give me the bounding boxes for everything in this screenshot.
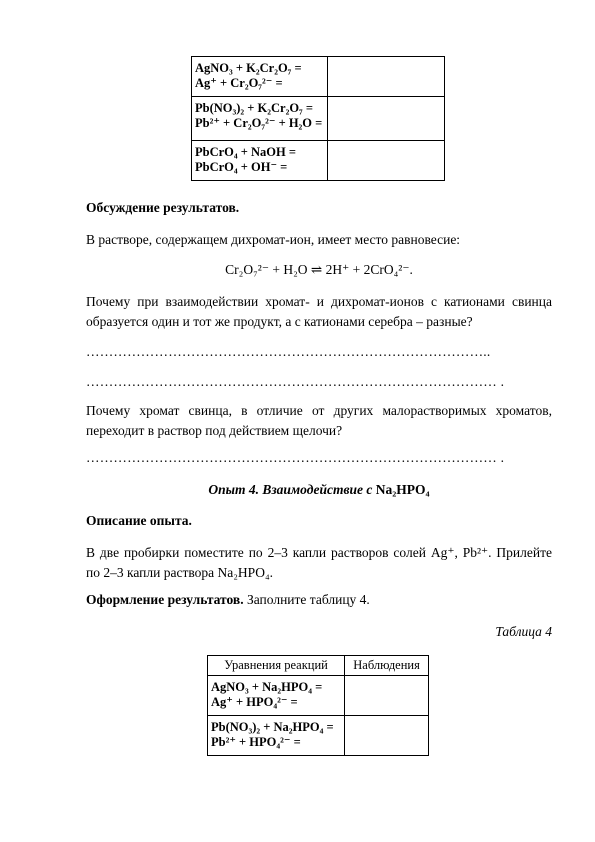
equation-cell: [192, 141, 328, 181]
experiment-title-formula: Na₂HPO₄: [375, 482, 430, 497]
ionic-equation: Pb²⁺ + HPO₄²⁻ =: [211, 735, 301, 749]
ionic-equation: Ag⁺ + HPO₄²⁻ =: [211, 695, 298, 709]
answer-line[interactable]: ……………………………………………………………………………..: [86, 344, 491, 359]
equation-cell: [208, 676, 345, 716]
ionic-equation: Ag⁺ + Cr₂O₇²⁻ =: [195, 76, 283, 90]
discussion-heading: Обсуждение результатов.: [86, 200, 240, 215]
table-header-row: [208, 656, 429, 676]
table-row: [192, 141, 445, 181]
observation-cell[interactable]: [345, 716, 429, 756]
molecular-equation: AgNO₃ + K₂Cr₂O₇ =: [195, 61, 302, 75]
equation-cell: [208, 716, 345, 756]
equilibrium-intro: В растворе, содержащем дихромат-ион, имеет место равновесие:: [86, 232, 461, 247]
results-paragraph: [86, 592, 370, 608]
table-row: [208, 716, 429, 756]
equation-cell: [192, 57, 328, 97]
table-row: [208, 676, 429, 716]
ionic-equation: PbCrO₄ + OH⁻ =: [195, 160, 288, 174]
description-heading: Описание опыта.: [86, 513, 192, 528]
molecular-equation: Pb(NO₃)₂ + Na₂HPO₄ =: [211, 720, 334, 734]
equation-cell: [192, 97, 328, 141]
molecular-equation: AgNO₃ + Na₂HPO₄ =: [211, 680, 323, 694]
equilibrium-equation: Cr₂O₇²⁻ + H₂O ⇌ 2H⁺ + 2CrO₄²⁻.: [225, 262, 413, 277]
experiment-title-text: Опыт 4. Взаимодействие с: [208, 482, 376, 497]
results-text: Заполните таблицу 4.: [243, 592, 370, 607]
answer-line[interactable]: ……………………………………………………………………………… .: [86, 374, 505, 389]
molecular-equation: Pb(NO₃)₂ + K₂Cr₂O₇ =: [195, 101, 314, 115]
reactions-table-continued: [191, 56, 445, 181]
description-text: В две пробирки поместите по 2–3 капли растворов солей Ag⁺, Pb²⁺. Прилейте по 2–3 капли раствора Na₂HPO₄.: [86, 545, 552, 580]
table-row: [192, 97, 445, 141]
results-heading: Оформление результатов.: [86, 592, 244, 607]
column-header: Наблюдения: [345, 656, 429, 676]
observation-cell[interactable]: [327, 57, 444, 97]
ionic-equation: Pb²⁺ + Cr₂O₇²⁻ + H₂O =: [195, 116, 323, 130]
experiment-title: [86, 482, 552, 498]
column-header: Уравнения реакций: [208, 656, 345, 676]
observation-cell[interactable]: [327, 97, 444, 141]
molecular-equation: PbCrO₄ + NaOH =: [195, 145, 296, 159]
answer-line[interactable]: ……………………………………………………………………………… .: [86, 450, 505, 465]
observation-cell[interactable]: [345, 676, 429, 716]
table-row: [192, 57, 445, 97]
observation-cell[interactable]: [327, 141, 444, 181]
table-caption: Таблица 4: [495, 624, 552, 639]
question-2: Почему хромат свинца, в отличие от других малорастворимых хроматов, переходит в раствор под действием щелочи?: [86, 403, 552, 438]
question-1: Почему при взаимодействии хромат- и дихромат-ионов с катионами свинца образуется один и тот же продукт, а с катионами серебра – разные?: [86, 294, 552, 329]
reactions-table-4: [207, 655, 429, 756]
